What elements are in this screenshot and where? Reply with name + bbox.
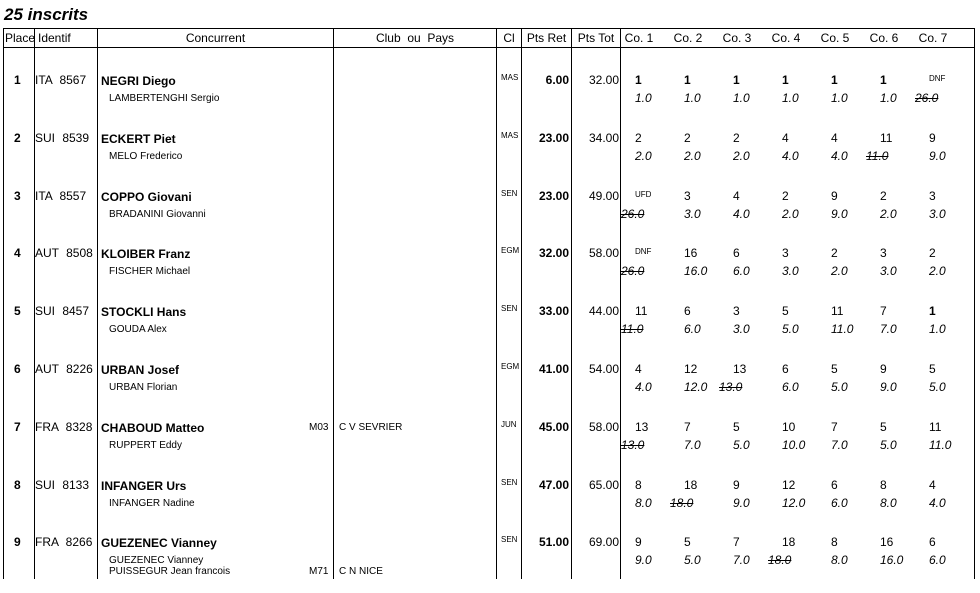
sail-identifier: FRA 8328 [35, 420, 93, 434]
race-position: 6 [929, 535, 936, 549]
header-race-3: Co. 3 [722, 31, 752, 45]
race-position: 16 [880, 535, 894, 549]
race-position: 5 [684, 535, 691, 549]
points-retained: 45.00 [538, 420, 569, 434]
race-position: 1 [684, 73, 691, 87]
points-retained: 41.00 [538, 362, 569, 376]
table-row [0, 189, 980, 247]
race-result-6 [866, 478, 915, 518]
race-points: 11.0 [929, 438, 952, 452]
race-result-3 [719, 131, 768, 171]
race-result-5 [817, 246, 866, 286]
race-points: 5.0 [880, 438, 897, 452]
race-result-7 [915, 535, 964, 575]
race-result-3 [719, 304, 768, 344]
points-total: 69.00 [588, 535, 619, 549]
race-points: 9.0 [929, 149, 946, 163]
race-points: 16.0 [880, 553, 904, 567]
race-points: 6.0 [831, 496, 848, 510]
race-points-discarded: 13.0 [621, 438, 645, 452]
race-position: 5 [880, 420, 887, 434]
table-row [0, 246, 980, 304]
race-points: 9.0 [635, 553, 652, 567]
category-badge: EGM [501, 246, 520, 255]
race-result-2 [670, 304, 719, 344]
race-points: 4.0 [635, 380, 652, 394]
race-result-2 [670, 535, 719, 575]
race-result-3 [719, 246, 768, 286]
sail-identifier: AUT 8508 [35, 246, 93, 260]
race-position: 8 [880, 478, 887, 492]
place-number: 9 [14, 535, 21, 549]
race-result-6 [866, 189, 915, 229]
race-result-7 [915, 73, 964, 113]
race-result-1 [621, 189, 670, 229]
race-points: 2.0 [684, 149, 701, 163]
race-result-5 [817, 362, 866, 402]
header-race-1: Co. 1 [624, 31, 654, 45]
race-result-5 [817, 73, 866, 113]
points-retained: 32.00 [538, 246, 569, 260]
race-position: 2 [880, 189, 887, 203]
crew-name: FISCHER Michael [109, 266, 191, 277]
sail-identifier: AUT 8226 [35, 362, 93, 376]
race-points: 5.0 [782, 322, 799, 336]
skipper-name: NEGRI Diego [101, 74, 176, 88]
race-position: 18 [684, 478, 698, 492]
race-result-1 [621, 420, 670, 460]
points-total: 58.00 [588, 420, 619, 434]
race-points-discarded: 11.0 [866, 149, 889, 163]
race-result-2 [670, 73, 719, 113]
race-position: 13 [635, 420, 649, 434]
race-position: 4 [782, 131, 789, 145]
category-badge: SEN [501, 535, 518, 544]
race-position: 1 [733, 73, 740, 87]
race-result-4 [768, 73, 817, 113]
race-position: 1 [635, 73, 642, 87]
race-result-4 [768, 535, 817, 575]
sail-identifier: SUI 8539 [35, 131, 90, 145]
race-points: 2.0 [733, 149, 750, 163]
race-result-5 [817, 304, 866, 344]
race-points: 3.0 [733, 322, 750, 336]
race-result-1 [621, 304, 670, 344]
header-race-4: Co. 4 [771, 31, 801, 45]
race-position: 2 [684, 131, 691, 145]
race-position: 2 [733, 131, 740, 145]
race-position: 7 [684, 420, 691, 434]
place-number: 3 [14, 189, 21, 203]
race-position: 9 [880, 362, 887, 376]
race-points: 12.0 [782, 496, 806, 510]
race-position: 1 [782, 73, 789, 87]
race-points: 7.0 [684, 438, 701, 452]
place-number: 2 [14, 131, 21, 145]
club-code: M71 [309, 566, 329, 577]
race-result-4 [768, 189, 817, 229]
race-points: 2.0 [831, 264, 848, 278]
race-position: 2 [635, 131, 642, 145]
race-points: 10.0 [782, 438, 806, 452]
race-points: 2.0 [880, 207, 897, 221]
club-name: C V SEVRIER [339, 422, 403, 433]
race-points-discarded: 18.0 [670, 496, 694, 510]
race-position: 3 [684, 189, 691, 203]
race-result-5 [817, 189, 866, 229]
race-position: 2 [929, 246, 936, 260]
race-points: 7.0 [880, 322, 897, 336]
race-points-discarded: 26.0 [621, 264, 645, 278]
place-number: 5 [14, 304, 21, 318]
category-badge: MAS [501, 131, 519, 140]
header-race-7: Co. 7 [918, 31, 948, 45]
race-result-4 [768, 478, 817, 518]
race-position: 11 [929, 420, 942, 434]
race-position: 2 [831, 246, 838, 260]
race-result-2 [670, 131, 719, 171]
crew-name: BRADANINI Giovanni [109, 209, 206, 220]
race-result-2 [670, 362, 719, 402]
race-result-4 [768, 304, 817, 344]
race-position: DNF [635, 247, 652, 256]
race-result-7 [915, 189, 964, 229]
race-points: 9.0 [733, 496, 750, 510]
race-result-4 [768, 420, 817, 460]
race-position: 3 [782, 246, 789, 260]
header-pts-tot: Pts Tot [577, 31, 615, 45]
header-divider [3, 47, 975, 48]
place-number: 1 [14, 73, 21, 87]
race-result-4 [768, 131, 817, 171]
race-result-2 [670, 189, 719, 229]
header-pts-ret: Pts Ret [526, 31, 567, 45]
race-position: 9 [733, 478, 740, 492]
club-name: C N NICE [339, 566, 383, 577]
entries-count-title: 25 inscrits [4, 5, 89, 24]
points-total: 65.00 [588, 478, 619, 492]
category-badge: SEN [501, 189, 518, 198]
points-retained: 33.00 [538, 304, 569, 318]
race-points: 4.0 [782, 149, 799, 163]
race-points: 5.0 [733, 438, 750, 452]
race-result-1 [621, 478, 670, 518]
race-position: 1 [831, 73, 838, 87]
club-code: M03 [309, 422, 329, 433]
crew-name: GUEZENEC Vianney [109, 555, 204, 566]
race-result-2 [670, 246, 719, 286]
race-points: 8.0 [635, 496, 652, 510]
crew-name: LAMBERTENGHI Sergio [109, 93, 220, 104]
race-position: 5 [929, 362, 936, 376]
header-ident: Identif [38, 31, 71, 45]
race-position: 5 [733, 420, 740, 434]
race-position: 9 [929, 131, 936, 145]
race-position: 12 [782, 478, 796, 492]
race-result-3 [719, 478, 768, 518]
table-row [0, 420, 980, 478]
race-points: 4.0 [733, 207, 750, 221]
race-position: 18 [782, 535, 796, 549]
race-points: 5.0 [684, 553, 701, 567]
race-points: 7.0 [733, 553, 750, 567]
race-position: 6 [733, 246, 740, 260]
race-position: 5 [782, 304, 789, 318]
race-points: 1.0 [782, 91, 799, 105]
race-points: 7.0 [831, 438, 848, 452]
points-retained: 23.00 [538, 189, 569, 203]
race-result-6 [866, 535, 915, 575]
race-points: 16.0 [684, 264, 708, 278]
race-position: 3 [880, 246, 887, 260]
race-position: 6 [782, 362, 789, 376]
race-result-6 [866, 304, 915, 344]
race-position: 4 [635, 362, 642, 376]
table-row [0, 478, 980, 536]
skipper-name: ECKERT Piet [101, 132, 176, 146]
place-number: 6 [14, 362, 21, 376]
race-position: 3 [733, 304, 740, 318]
race-position: 9 [831, 189, 838, 203]
race-result-3 [719, 535, 768, 575]
race-result-2 [670, 478, 719, 518]
points-retained: 51.00 [538, 535, 569, 549]
table-row [0, 131, 980, 189]
race-position: 4 [929, 478, 936, 492]
race-points: 8.0 [831, 553, 848, 567]
race-points: 2.0 [929, 264, 946, 278]
race-points-discarded: 11.0 [621, 322, 644, 336]
race-position: 6 [684, 304, 691, 318]
race-result-5 [817, 131, 866, 171]
race-position: 7 [831, 420, 838, 434]
category-badge: EGM [501, 362, 520, 371]
race-points: 6.0 [929, 553, 946, 567]
race-result-6 [866, 420, 915, 460]
race-points: 12.0 [684, 380, 708, 394]
race-points: 6.0 [733, 264, 750, 278]
table-row [0, 304, 980, 362]
race-points: 6.0 [782, 380, 799, 394]
race-position: 10 [782, 420, 796, 434]
race-result-1 [621, 246, 670, 286]
race-result-3 [719, 362, 768, 402]
points-total: 32.00 [588, 73, 619, 87]
race-result-5 [817, 478, 866, 518]
race-position: 11 [831, 304, 844, 318]
category-badge: SEN [501, 304, 518, 313]
race-points-discarded: 18.0 [768, 553, 792, 567]
race-position: 13 [733, 362, 747, 376]
sail-identifier: FRA 8266 [35, 535, 93, 549]
race-points: 5.0 [831, 380, 848, 394]
race-position: 7 [733, 535, 740, 549]
race-points: 8.0 [880, 496, 897, 510]
race-position: 16 [684, 246, 698, 260]
race-points: 2.0 [782, 207, 799, 221]
header-concurrent: Concurrent [185, 31, 246, 45]
race-result-5 [817, 420, 866, 460]
race-points: 1.0 [684, 91, 701, 105]
table-row [0, 73, 980, 131]
race-position: 12 [684, 362, 698, 376]
race-result-5 [817, 535, 866, 575]
points-retained: 23.00 [538, 131, 569, 145]
race-points: 11.0 [831, 322, 854, 336]
race-result-7 [915, 478, 964, 518]
race-result-7 [915, 246, 964, 286]
race-result-4 [768, 246, 817, 286]
race-result-1 [621, 131, 670, 171]
race-result-1 [621, 535, 670, 575]
race-position: 5 [831, 362, 838, 376]
race-points: 6.0 [684, 322, 701, 336]
skipper-name: CHABOUD Matteo [101, 421, 205, 435]
race-position: 3 [929, 189, 936, 203]
race-points: 3.0 [684, 207, 701, 221]
header-race-2: Co. 2 [673, 31, 703, 45]
sail-identifier: SUI 8457 [35, 304, 90, 318]
points-total: 58.00 [588, 246, 619, 260]
race-result-7 [915, 420, 964, 460]
points-total: 49.00 [588, 189, 619, 203]
race-result-7 [915, 304, 964, 344]
race-points-discarded: 26.0 [621, 207, 645, 221]
race-position: DNF [929, 74, 946, 83]
race-points: 9.0 [880, 380, 897, 394]
race-result-4 [768, 362, 817, 402]
place-number: 4 [14, 246, 21, 260]
crew-name: GOUDA Alex [109, 324, 167, 335]
race-result-6 [866, 73, 915, 113]
race-position: 4 [831, 131, 838, 145]
place-number: 7 [14, 420, 21, 434]
points-total: 54.00 [588, 362, 619, 376]
race-points: 1.0 [831, 91, 848, 105]
race-result-7 [915, 131, 964, 171]
race-points: 2.0 [635, 149, 652, 163]
race-result-3 [719, 189, 768, 229]
race-points: 4.0 [929, 496, 946, 510]
skipper-name: KLOIBER Franz [101, 247, 191, 261]
header-place: Place [5, 31, 36, 45]
sail-identifier: ITA 8557 [35, 189, 87, 203]
race-points-discarded: 13.0 [719, 380, 743, 394]
race-position: 9 [635, 535, 642, 549]
race-points: 9.0 [831, 207, 848, 221]
skipper-name: INFANGER Urs [101, 479, 187, 493]
crew-name-2: PUISSEGUR Jean francois [109, 566, 231, 577]
table-row [0, 535, 980, 593]
race-result-3 [719, 420, 768, 460]
race-result-6 [866, 131, 915, 171]
sail-identifier: SUI 8133 [35, 478, 90, 492]
race-points: 5.0 [929, 380, 946, 394]
race-position: 8 [635, 478, 642, 492]
race-position: 8 [831, 535, 838, 549]
category-badge: JUN [501, 420, 517, 429]
points-retained: 47.00 [538, 478, 569, 492]
race-points: 3.0 [880, 264, 897, 278]
race-position: 1 [880, 73, 887, 87]
table-row [0, 362, 980, 420]
race-points: 1.0 [929, 322, 946, 336]
race-points: 3.0 [782, 264, 799, 278]
race-position: 4 [733, 189, 740, 203]
points-total: 34.00 [588, 131, 619, 145]
race-position: 11 [635, 304, 648, 318]
race-result-6 [866, 246, 915, 286]
race-points-discarded: 26.0 [915, 91, 939, 105]
race-points: 1.0 [635, 91, 652, 105]
race-position: UFD [635, 190, 652, 199]
race-result-2 [670, 420, 719, 460]
race-points: 1.0 [880, 91, 897, 105]
place-number: 8 [14, 478, 21, 492]
race-position: 11 [880, 131, 893, 145]
crew-name: RUPPERT Eddy [109, 440, 182, 451]
crew-name: URBAN Florian [109, 382, 178, 393]
category-badge: SEN [501, 478, 518, 487]
race-result-1 [621, 73, 670, 113]
race-result-6 [866, 362, 915, 402]
race-result-3 [719, 73, 768, 113]
race-position: 6 [831, 478, 838, 492]
header-club: Club ou Pays [375, 31, 455, 45]
race-points: 1.0 [733, 91, 750, 105]
header-class: Cl [503, 31, 515, 45]
race-position: 1 [929, 304, 936, 318]
points-retained: 6.00 [545, 73, 569, 87]
crew-name: INFANGER Nadine [109, 498, 195, 509]
skipper-name: STOCKLI Hans [101, 305, 187, 319]
crew-name: MELO Frederico [109, 151, 183, 162]
header-race-6: Co. 6 [869, 31, 899, 45]
race-result-1 [621, 362, 670, 402]
race-points: 4.0 [831, 149, 848, 163]
category-badge: MAS [501, 73, 519, 82]
skipper-name: GUEZENEC Vianney [101, 536, 217, 550]
sail-identifier: ITA 8567 [35, 73, 87, 87]
points-total: 44.00 [588, 304, 619, 318]
race-position: 2 [782, 189, 789, 203]
race-points: 3.0 [929, 207, 946, 221]
skipper-name: COPPO Giovani [101, 190, 192, 204]
skipper-name: URBAN Josef [101, 363, 180, 377]
race-position: 7 [880, 304, 887, 318]
race-result-7 [915, 362, 964, 402]
header-race-5: Co. 5 [820, 31, 850, 45]
